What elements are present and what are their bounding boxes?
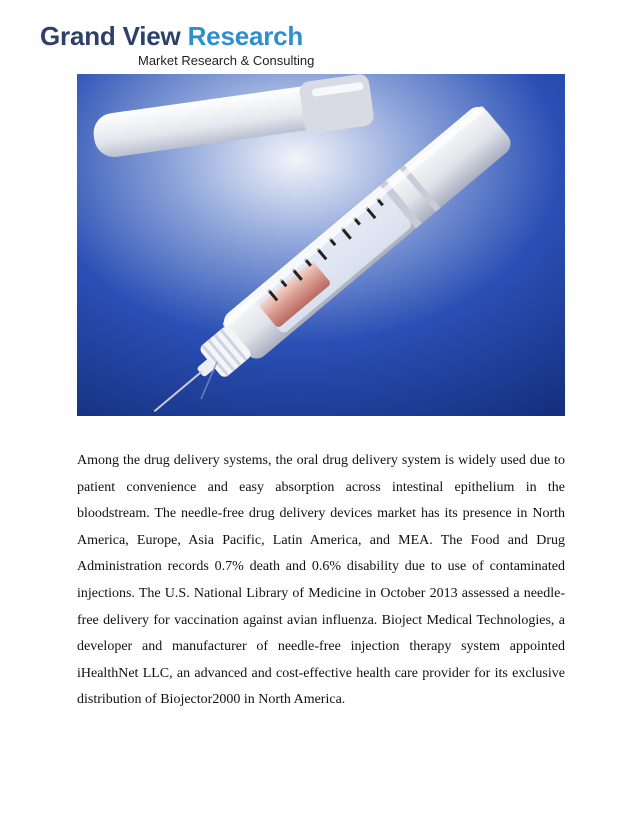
insulin-pen-photo [77,74,565,416]
logo-word-grand-view: Grand View [40,21,181,51]
logo-tagline: Market Research & Consulting [138,53,315,68]
body-paragraph: Among the drug delivery systems, the oral drug delivery system is widely used due to patient convenience and easy absorption across intestinal epithelium in the bloodstream. The needle-free drug delivery devices market has its presence in North America, Europe, Asia Pacific, Latin America, and MEA. The Food and Drug Administration records 0.7% death and 0.6% disability due to use of contaminated injections. The U.S. National Library of Medicine in October 2013 assessed a needle-free delivery for vaccination against avian influenza. Bioject Medical Technologies, a developer and manufacturer of needle-free injection therapy system appointed iHealthNet LLC, an advanced and cost-effective health care provider for its exclusive distribution of Biojector2000 in North America. [77,453,565,708]
logo-word-research: Research [187,21,304,51]
logo-title [40,20,303,52]
insulin-pen-illustration [77,74,565,416]
company-logo [40,20,360,72]
